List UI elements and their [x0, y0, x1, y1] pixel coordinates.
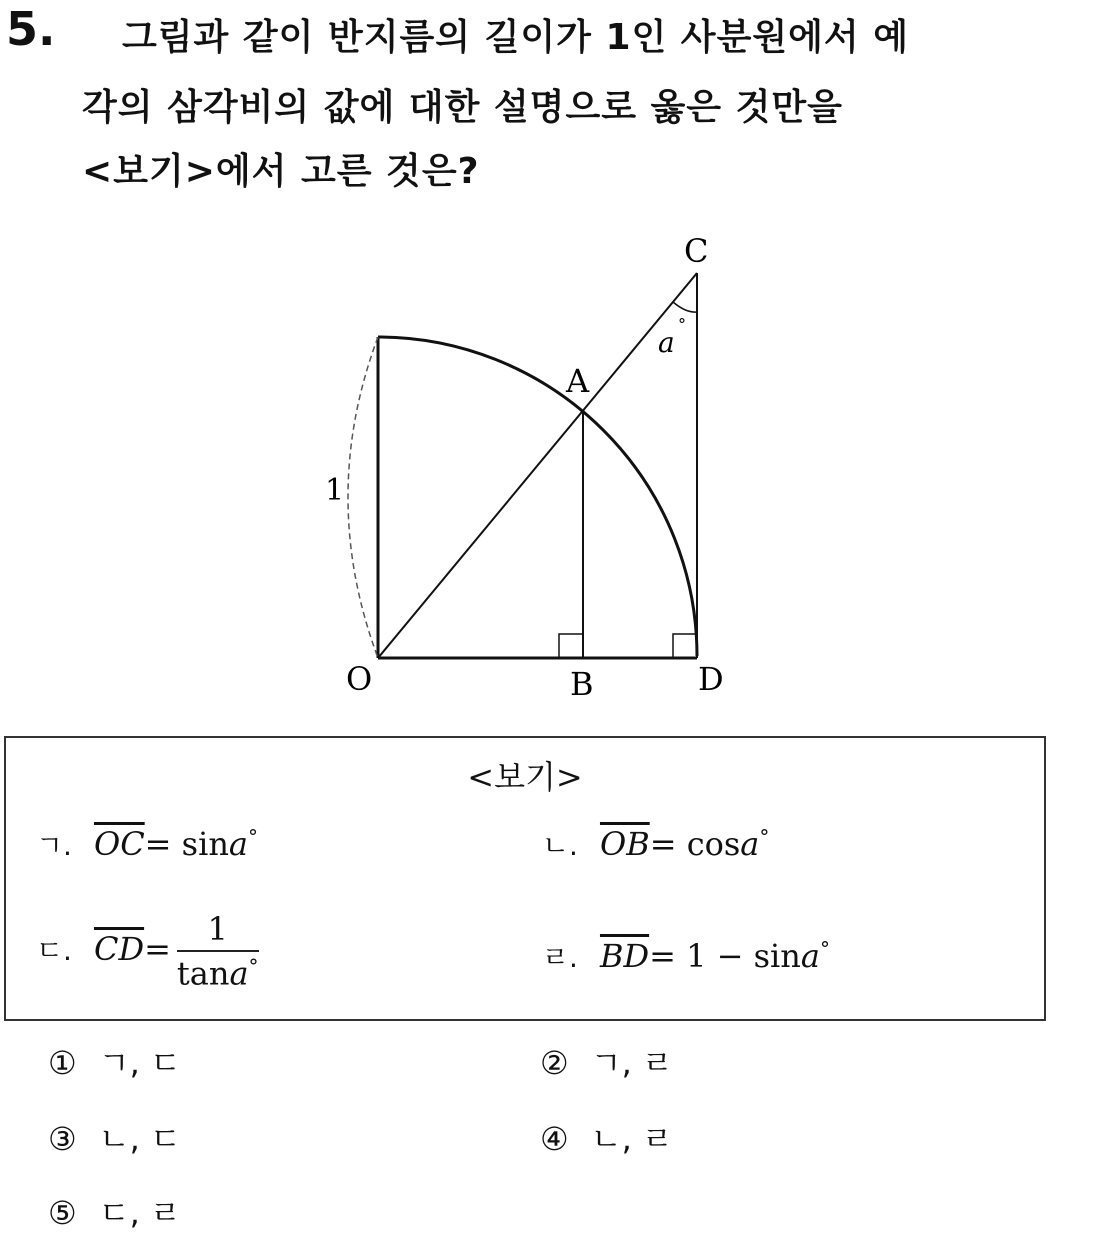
length-brace [348, 337, 378, 658]
bogi-item-3-segment: $\overline{CD}$ [93, 929, 145, 968]
quarter-circle-arc [378, 337, 697, 656]
bogi-item-2-var: a [740, 825, 760, 863]
question-text-line-3: <보기>에서 고른 것은? [82, 151, 480, 192]
bogi-item-4-deg: ° [819, 936, 830, 961]
label-b: B [570, 665, 594, 703]
label-d: D [698, 660, 724, 698]
choice-2-text: ㄱ, ㄹ [590, 1044, 673, 1082]
bogi-item-2-mark: ㄴ. [542, 829, 578, 862]
label-a: A [566, 362, 590, 400]
quarter-circle-figure [0, 200, 1098, 710]
choice-4[interactable] [540, 1114, 673, 1160]
choice-2[interactable] [540, 1038, 673, 1084]
bogi-item-3-denominator: tana° [176, 954, 259, 993]
bogi-item-1-deg: ° [248, 824, 258, 849]
bogi-box [4, 736, 1046, 1021]
choice-2-number: ② [540, 1044, 569, 1082]
label-length-one: 1 [325, 473, 345, 508]
choice-3-text: ㄴ, ㄷ [98, 1120, 181, 1158]
bogi-item-3-mark: ㄷ. [36, 933, 72, 967]
bogi-title: <보기> [467, 758, 583, 796]
bogi-item-3 [36, 910, 259, 993]
right-angle-mark-d [673, 634, 697, 658]
bogi-item-2-deg: ° [759, 824, 770, 849]
bogi-item-4-rhs: = 1 − sin [649, 937, 801, 975]
bogi-item-2 [542, 824, 769, 864]
label-angle: a [658, 326, 675, 359]
line-oc [378, 273, 697, 658]
right-angle-mark-b [559, 634, 583, 658]
label-c: C [684, 232, 709, 270]
bogi-item-1-rhs: = sin [144, 825, 229, 863]
choice-3-number: ③ [48, 1120, 77, 1158]
label-o: O [346, 660, 373, 698]
choice-3[interactable] [48, 1114, 181, 1160]
angle-arc-c [673, 302, 697, 312]
bogi-item-4 [542, 936, 830, 976]
question-text-line-2: 각의 삼각비의 값에 대한 설명으로 옳은 것만을 [82, 87, 843, 128]
bogi-item-2-segment: $\overline{OB}$ [599, 825, 650, 863]
bogi-item-2-rhs: = cos [649, 825, 741, 863]
bogi-item-4-segment: $\overline{BD}$ [599, 937, 650, 975]
question-text-line-1: 그림과 같이 반지름의 길이가 1인 사분원에서 예 [122, 17, 909, 58]
choice-1-number: ① [48, 1044, 77, 1082]
bogi-item-1-var: a [228, 825, 248, 863]
choice-5-text: ㄷ, ㄹ [98, 1194, 181, 1232]
choice-5[interactable] [48, 1188, 181, 1234]
bogi-item-1-mark: ㄱ. [36, 829, 72, 862]
bogi-item-3-numerator: 1 [177, 910, 259, 952]
choice-5-number: ⑤ [48, 1194, 77, 1232]
choice-4-number: ④ [540, 1120, 569, 1158]
choice-4-text: ㄴ, ㄹ [590, 1120, 673, 1158]
bogi-item-4-mark: ㄹ. [542, 941, 578, 974]
bogi-item-4-var: a [800, 937, 820, 975]
bogi-item-1-segment: $\overline{OC}$ [93, 825, 145, 863]
choice-1[interactable] [48, 1038, 181, 1084]
bogi-item-3-fraction [177, 910, 259, 993]
question-number: 5. [6, 2, 56, 56]
bogi-item-1 [36, 824, 258, 864]
bogi-item-3-rhs: = [144, 929, 171, 968]
label-angle-degree: ° [678, 315, 686, 334]
choice-1-text: ㄱ, ㄷ [98, 1044, 181, 1082]
